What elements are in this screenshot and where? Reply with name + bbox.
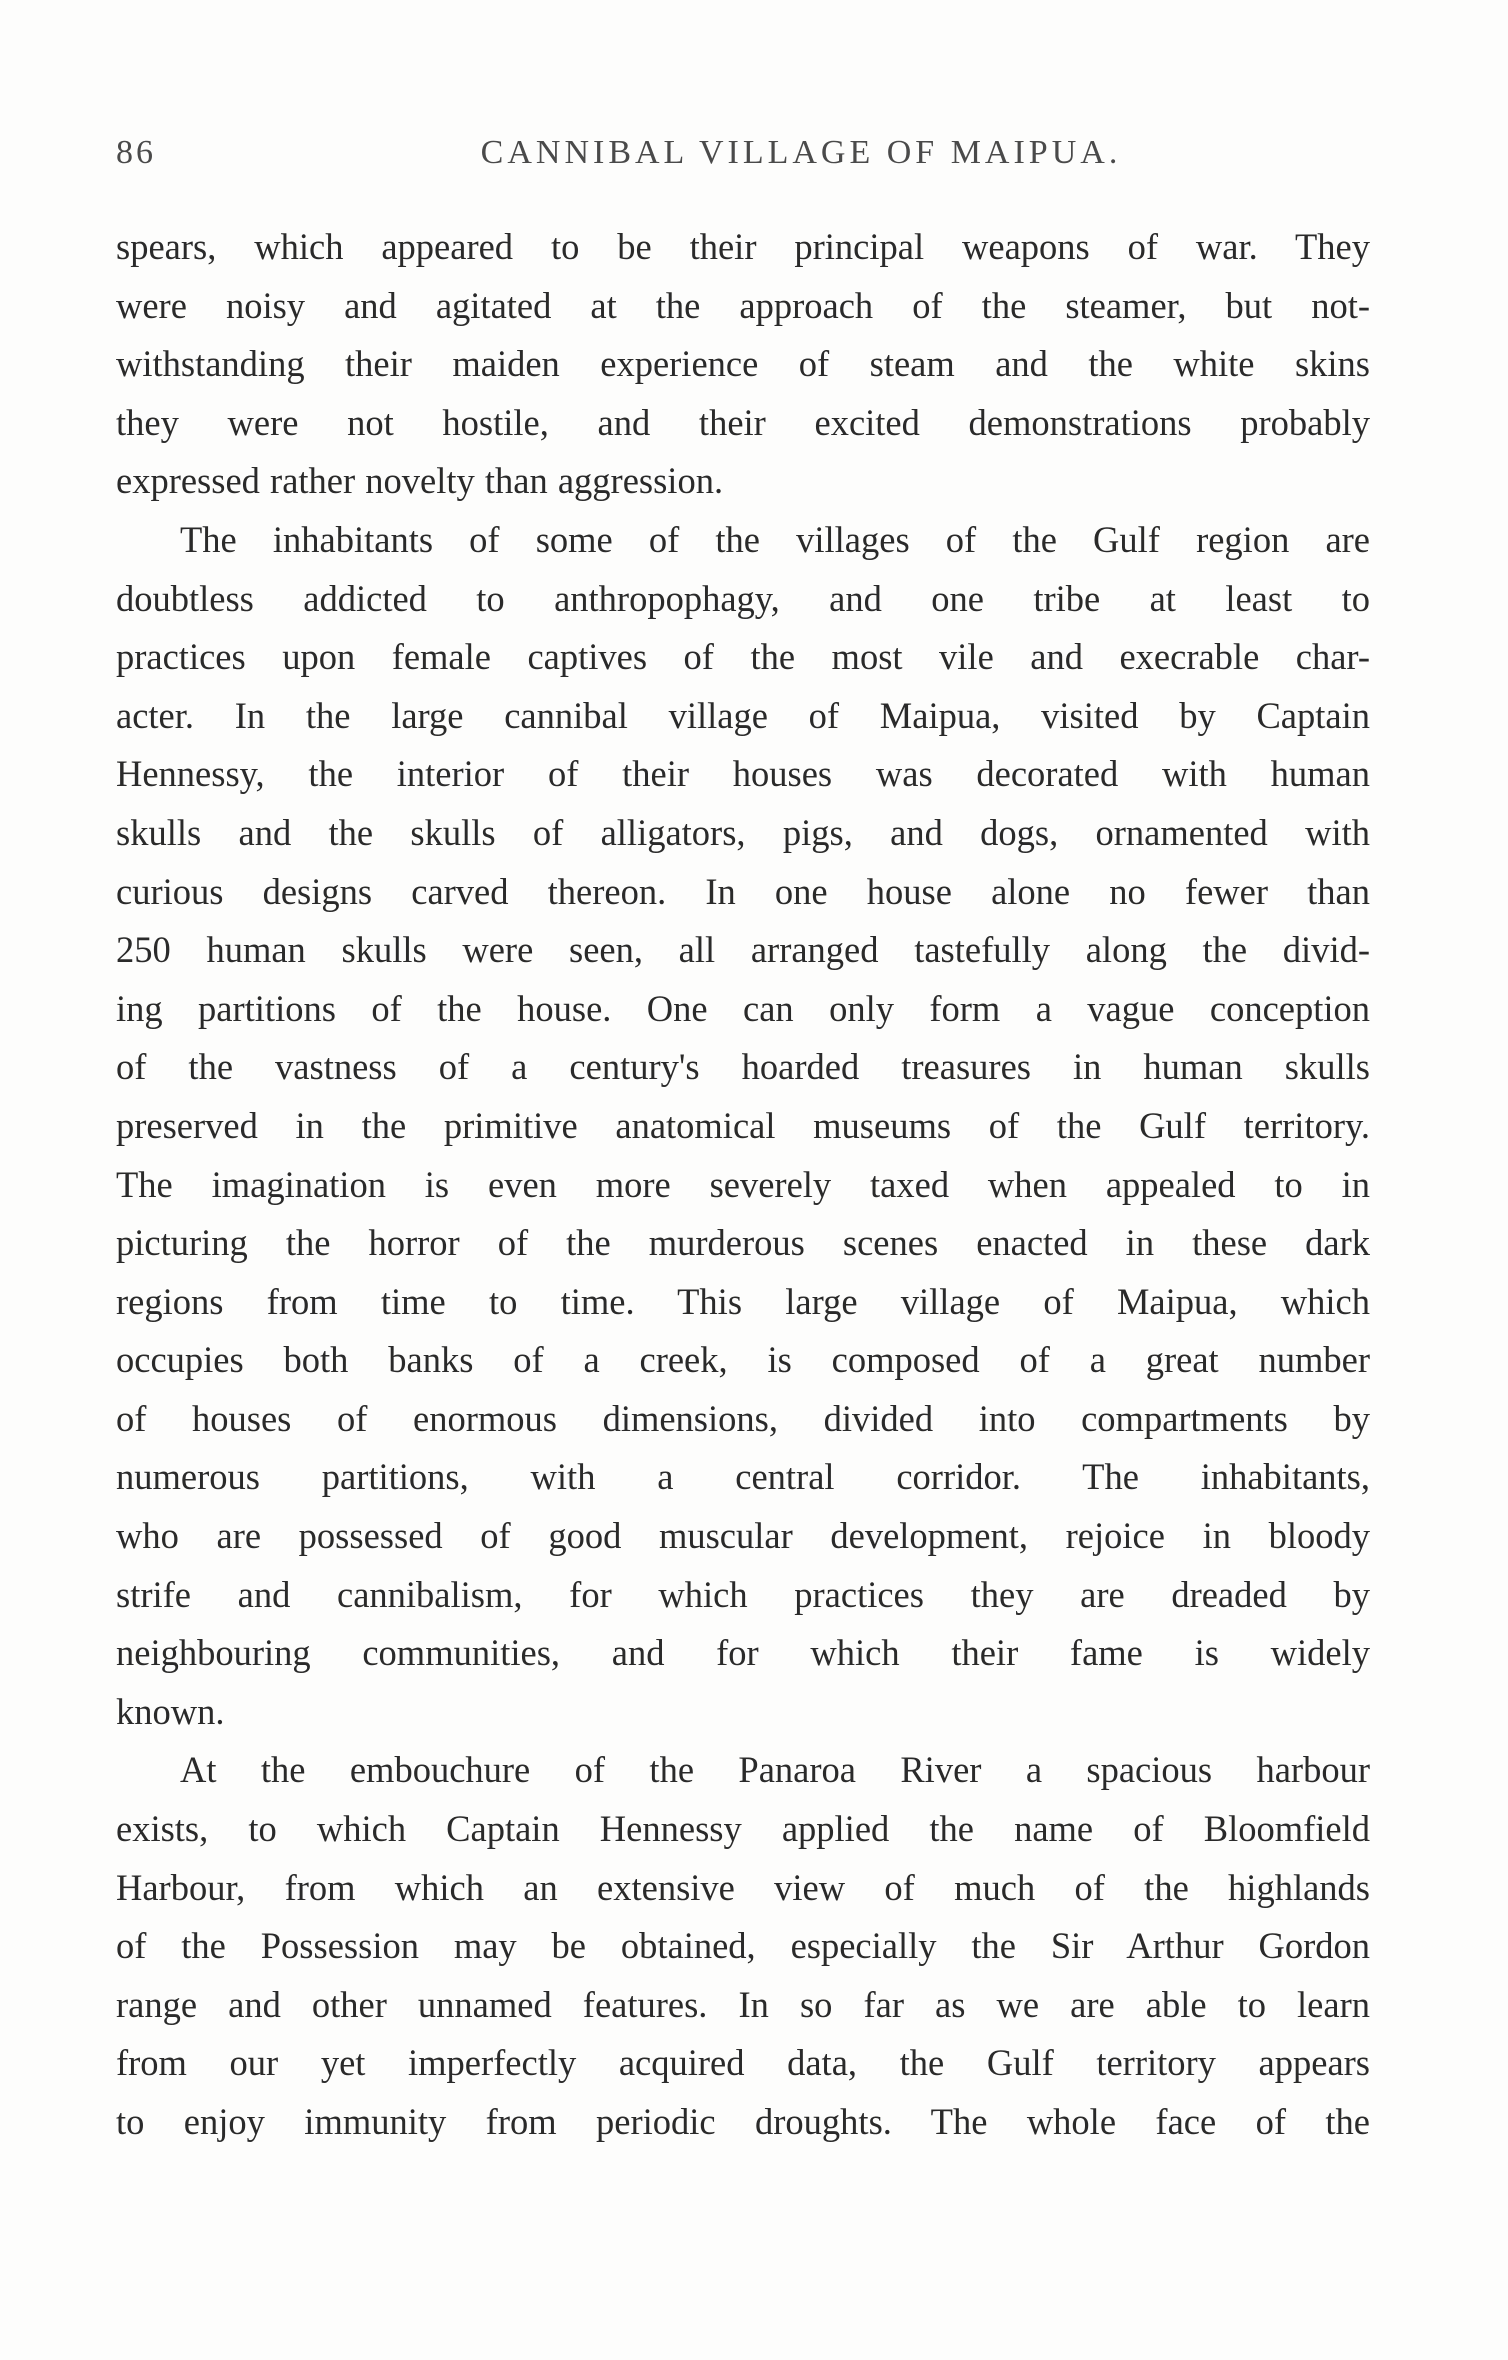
text-line: occupies both banks of a creek, is composed of a great number [116,1339,1370,1381]
text-line: numerous partitions, with a central corridor. The inhabitants, [116,1456,1370,1498]
text-line: spears, which appeared to be their principal weapons of war. They [116,226,1370,267]
text-line: from our yet imperfectly acquired data, the Gulf territory appears [116,2042,1370,2084]
text-line: preserved in the primitive anatomical museums of the Gulf territory. [116,1104,1370,1146]
text-line: strife and cannibalism, for which practices they are dreaded by [116,1573,1370,1615]
text-line: skulls and the skulls of alligators, pigs, and dogs, ornamented with [116,811,1370,853]
page-number: 86 [116,134,156,171]
text-line: neighbouring communities, and for which their fame is widely [116,1632,1370,1674]
text-line: of houses of enormous dimensions, divided into compartments by [116,1397,1370,1439]
text-line: doubtless addicted to anthropophagy, and one tribe at least to [116,577,1370,619]
text-line: curious designs carved thereon. In one house alone no fewer than [116,870,1370,912]
running-title: CANNIBAL VILLAGE OF MAIPUA. [480,134,1122,171]
text-line: At the embouchure of the Panaroa River a spacious harbour [180,1749,1370,1791]
text-line: they were not hostile, and their excited demonstrations probably [116,401,1370,443]
text-line: withstanding their maiden experience of steam and the white skins [116,343,1370,385]
text-line: acter. In the large cannibal village of Maipua, visited by Captain [116,694,1370,736]
text-line: of the vastness of a century's hoarded treasures in human skulls [116,1046,1370,1088]
text-line: 250 human skulls were seen, all arranged tastefully along the divid- [116,929,1370,971]
text-line: of the Possession may be obtained, especially the Sir Arthur Gordon [116,1925,1370,1967]
text-line: ing partitions of the house. One can only form a vague conception [116,987,1370,1029]
text-line: picturing the horror of the murderous scenes enacted in these dark [116,1222,1370,1264]
text-line: The inhabitants of some of the villages of the Gulf region are [180,518,1370,560]
text-line: regions from time to time. This large village of Maipua, which [116,1280,1370,1322]
text-line: expressed rather novelty than aggression. [116,460,724,502]
text-line: known. [116,1690,225,1732]
text-line: Hennessy, the interior of their houses was decorated with human [116,753,1370,795]
text-line: were noisy and agitated at the approach of the steamer, but not- [116,284,1370,326]
text-line: practices upon female captives of the most vile and execrable char- [116,636,1370,678]
body-text [116,218,1370,2152]
running-head [116,134,1376,184]
text-line: exists, to which Captain Hennessy applied the name of Bloomfield [116,1808,1370,1850]
text-line: who are possessed of good muscular development, rejoice in bloody [116,1515,1370,1557]
text-line: The imagination is even more severely taxed when appealed to in [116,1163,1370,1205]
text-line: to enjoy immunity from periodic droughts. The whole face of the [116,2101,1370,2142]
text-line: range and other unnamed features. In so far as we are able to learn [116,1983,1370,2025]
text-line: Harbour, from which an extensive view of much of the highlands [116,1866,1370,1908]
